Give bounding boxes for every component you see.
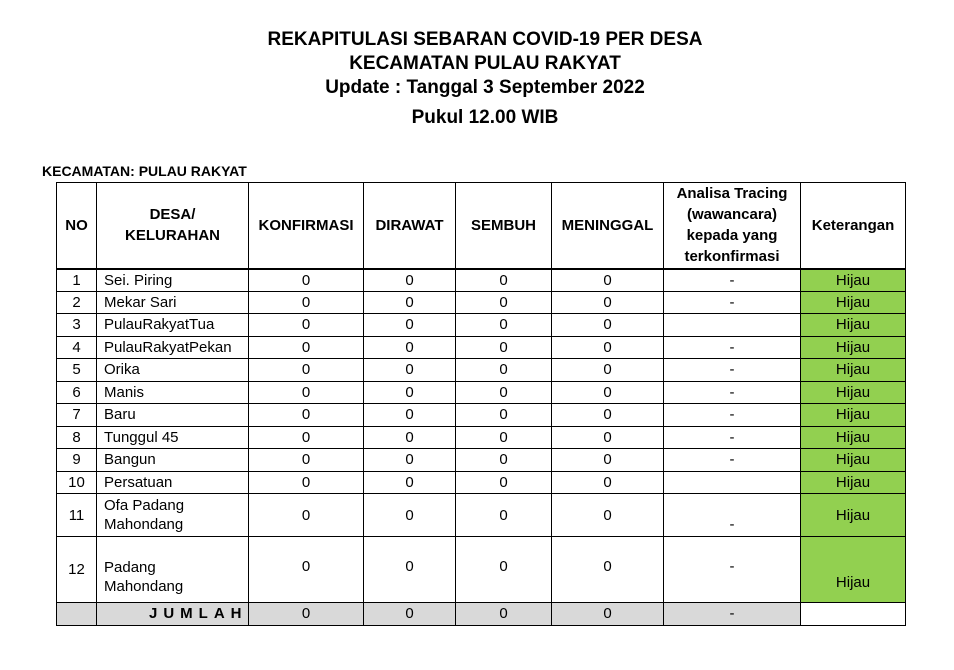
table-row [57, 449, 906, 472]
cell-dirawat: 0 [364, 471, 456, 494]
total-konfirmasi: 0 [249, 603, 364, 626]
total-keterangan [801, 603, 906, 626]
cell-analisa: - [664, 336, 801, 359]
cell-meninggal: 0 [552, 291, 664, 314]
header-analisa-line-3: kepada yang [686, 227, 778, 245]
cell-dirawat: 0 [364, 449, 456, 472]
cell-no: 1 [57, 269, 97, 292]
cell-analisa: - [664, 494, 801, 537]
header-analisa-line-4: terkonfirmasi [684, 248, 780, 266]
table-row [57, 336, 906, 359]
cell-konfirmasi: 0 [249, 269, 364, 292]
cell-meninggal: 0 [552, 359, 664, 382]
cell-desa: Bangun [97, 449, 249, 472]
cell-dirawat: 0 [364, 269, 456, 292]
cell-no: 2 [57, 291, 97, 314]
cell-konfirmasi: 0 [249, 336, 364, 359]
cell-keterangan: Hijau [801, 449, 906, 472]
cell-keterangan: Hijau [801, 426, 906, 449]
cell-sembuh: 0 [456, 494, 552, 537]
cell-keterangan: Hijau [801, 494, 906, 537]
total-dirawat: 0 [364, 603, 456, 626]
cell-analisa: - [664, 269, 801, 292]
cell-desa-line-2: Mahondang [104, 577, 184, 595]
table-row [57, 269, 906, 292]
cell-desa: PulauRakyatPekan [97, 336, 249, 359]
cell-dirawat: 0 [364, 359, 456, 382]
cell-dirawat: 0 [364, 291, 456, 314]
header-analisa [664, 183, 801, 269]
cell-no: 8 [57, 426, 97, 449]
cell-meninggal: 0 [552, 537, 664, 603]
cell-sembuh: 0 [456, 336, 552, 359]
cell-dirawat: 0 [364, 404, 456, 427]
cell-no: 5 [57, 359, 97, 382]
cell-konfirmasi: 0 [249, 291, 364, 314]
cell-keterangan: Hijau [801, 381, 906, 404]
cell-sembuh: 0 [456, 314, 552, 337]
cell-dirawat: 0 [364, 537, 456, 603]
cell-desa: Baru [97, 404, 249, 427]
cell-analisa [664, 314, 801, 337]
header-konfirmasi: KONFIRMASI [249, 183, 364, 269]
header-desa [97, 183, 249, 269]
title-line-1: REKAPITULASI SEBARAN COVID-19 PER DESA [267, 29, 703, 50]
cell-no: 9 [57, 449, 97, 472]
cell-desa [97, 537, 249, 603]
kecamatan-label: KECAMATAN: PULAU RAKYAT [42, 163, 247, 179]
cell-keterangan: Hijau [801, 359, 906, 382]
table-row [57, 291, 906, 314]
cell-meninggal: 0 [552, 426, 664, 449]
header-desa-line-2: KELURAHAN [125, 227, 220, 245]
cell-konfirmasi: 0 [249, 537, 364, 603]
title-line-3: Update : Tanggal 3 September 2022 [325, 77, 645, 98]
cell-analisa: - [664, 537, 801, 603]
header-analisa-line-2: (wawancara) [686, 206, 778, 224]
table-row [57, 426, 906, 449]
cell-desa: PulauRakyatTua [97, 314, 249, 337]
total-row [57, 603, 906, 626]
cell-desa: Tunggul 45 [97, 426, 249, 449]
cell-no: 10 [57, 471, 97, 494]
cell-konfirmasi: 0 [249, 471, 364, 494]
table-row [57, 314, 906, 337]
cell-analisa: - [664, 381, 801, 404]
cell-keterangan: Hijau [801, 537, 906, 603]
cell-keterangan: Hijau [801, 291, 906, 314]
cell-desa-line-1: Ofa Padang [104, 497, 185, 514]
cell-sembuh: 0 [456, 537, 552, 603]
cell-sembuh: 0 [456, 381, 552, 404]
header-analisa-line-1: Analisa Tracing [676, 185, 788, 203]
table-row [57, 471, 906, 494]
cell-sembuh: 0 [456, 291, 552, 314]
cell-sembuh: 0 [456, 359, 552, 382]
cell-meninggal: 0 [552, 381, 664, 404]
cell-desa: Orika [97, 359, 249, 382]
cell-dirawat: 0 [364, 314, 456, 337]
total-meninggal: 0 [552, 603, 664, 626]
table-row [57, 359, 906, 382]
title-line-4: Pukul 12.00 WIB [411, 107, 559, 128]
total-label: JUMLAH [97, 603, 249, 626]
table-header-row [57, 183, 906, 269]
cell-no: 12 [57, 537, 97, 603]
cell-keterangan: Hijau [801, 269, 906, 292]
total-sembuh: 0 [456, 603, 552, 626]
total-no-cell [57, 603, 97, 626]
header-sembuh: SEMBUH [456, 183, 552, 269]
cell-keterangan: Hijau [801, 404, 906, 427]
cell-keterangan: Hijau [801, 471, 906, 494]
cell-keterangan: Hijau [801, 314, 906, 337]
cell-sembuh: 0 [456, 449, 552, 472]
cell-meninggal: 0 [552, 404, 664, 427]
header-keterangan: Keterangan [801, 183, 906, 269]
cell-desa-line-2: Mahondang [104, 516, 184, 533]
cell-no: 6 [57, 381, 97, 404]
cell-desa: Mekar Sari [97, 291, 249, 314]
cell-konfirmasi: 0 [249, 494, 364, 537]
header-desa-line-1: DESA/ [149, 206, 196, 224]
cell-meninggal: 0 [552, 336, 664, 359]
header-meninggal: MENINGGAL [552, 183, 664, 269]
cell-analisa [664, 471, 801, 494]
cell-desa: Persatuan [97, 471, 249, 494]
header-dirawat: DIRAWAT [364, 183, 456, 269]
cell-meninggal: 0 [552, 471, 664, 494]
cell-analisa: - [664, 449, 801, 472]
cell-analisa: - [664, 404, 801, 427]
cell-meninggal: 0 [552, 314, 664, 337]
covid-recap-table [56, 182, 906, 626]
cell-meninggal: 0 [552, 494, 664, 537]
cell-sembuh: 0 [456, 426, 552, 449]
cell-konfirmasi: 0 [249, 381, 364, 404]
cell-no: 3 [57, 314, 97, 337]
cell-konfirmasi: 0 [249, 426, 364, 449]
cell-no: 4 [57, 336, 97, 359]
cell-konfirmasi: 0 [249, 449, 364, 472]
cell-dirawat: 0 [364, 381, 456, 404]
cell-konfirmasi: 0 [249, 314, 364, 337]
cell-analisa: - [664, 359, 801, 382]
cell-meninggal: 0 [552, 449, 664, 472]
cell-analisa: - [664, 291, 801, 314]
title-line-2: KECAMATAN PULAU RAKYAT [349, 53, 621, 74]
cell-no: 7 [57, 404, 97, 427]
cell-sembuh: 0 [456, 269, 552, 292]
cell-desa-line-1: Padang [104, 558, 156, 576]
cell-analisa: - [664, 426, 801, 449]
cell-dirawat: 0 [364, 426, 456, 449]
cell-no: 11 [57, 494, 97, 537]
cell-konfirmasi: 0 [249, 359, 364, 382]
report-title [0, 28, 954, 130]
cell-desa [97, 494, 249, 537]
cell-desa: Manis [97, 381, 249, 404]
cell-sembuh: 0 [456, 404, 552, 427]
cell-desa: Sei. Piring [97, 269, 249, 292]
total-analisa: - [664, 603, 801, 626]
cell-sembuh: 0 [456, 471, 552, 494]
cell-meninggal: 0 [552, 269, 664, 292]
cell-keterangan: Hijau [801, 336, 906, 359]
cell-dirawat: 0 [364, 494, 456, 537]
cell-konfirmasi: 0 [249, 404, 364, 427]
table-row [57, 494, 906, 537]
header-no: NO [57, 183, 97, 269]
table-row [57, 404, 906, 427]
table-row [57, 537, 906, 603]
cell-dirawat: 0 [364, 336, 456, 359]
table-row [57, 381, 906, 404]
